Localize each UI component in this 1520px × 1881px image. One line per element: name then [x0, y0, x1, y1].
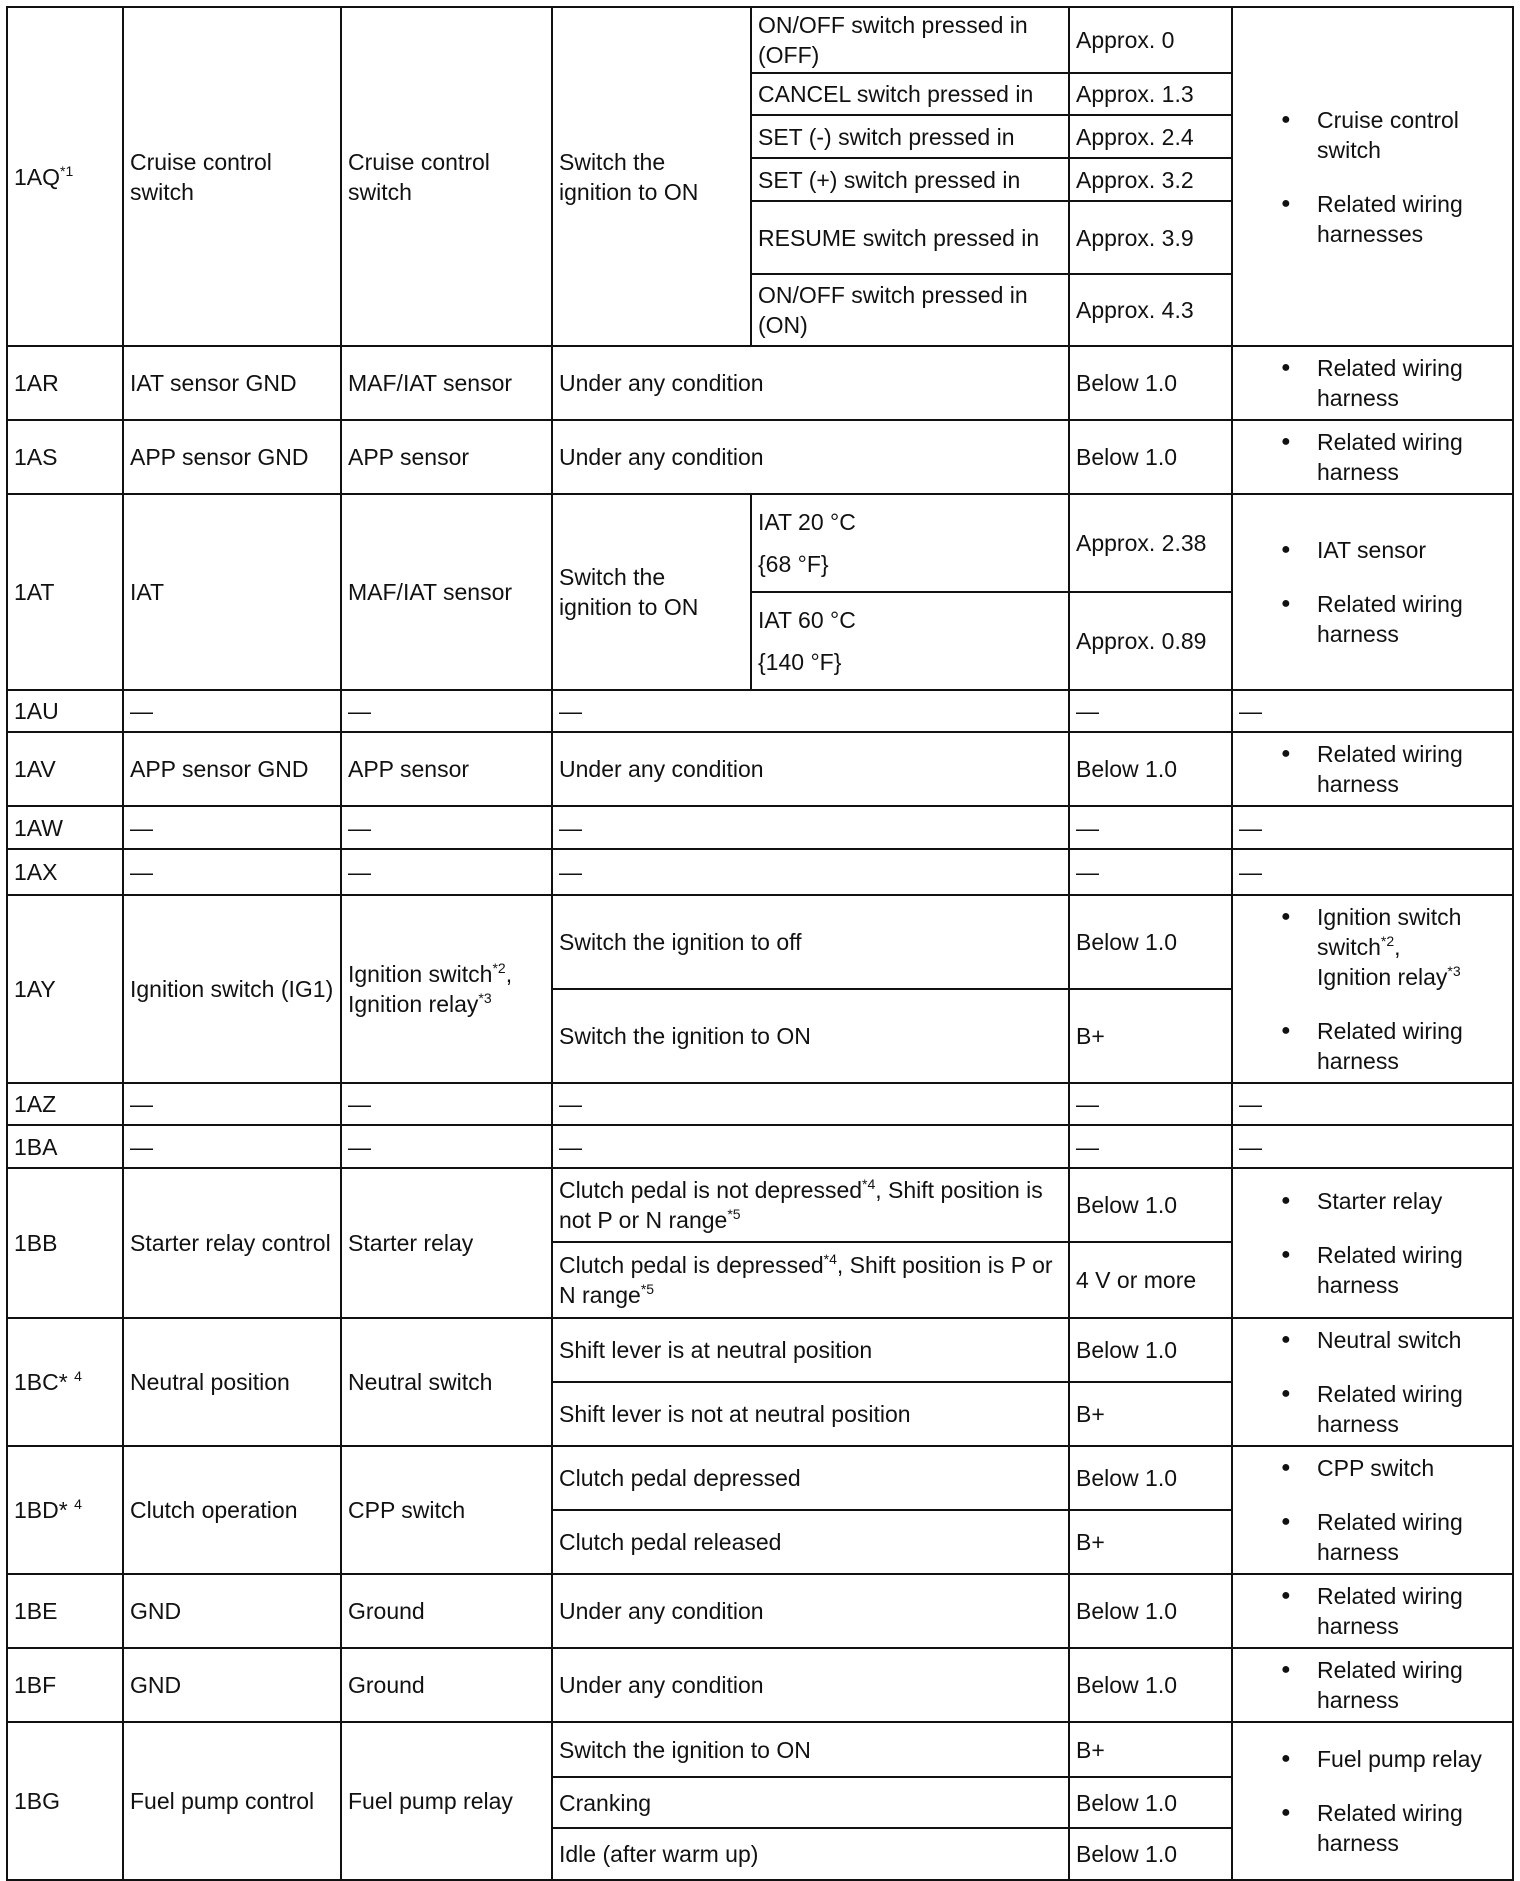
signal-cell: Fuel pump control — [123, 1722, 341, 1880]
voltage-cell: Approx. 2.38 — [1069, 494, 1232, 592]
voltage-cell: Below 1.0 — [1069, 732, 1232, 806]
signal-cell: IAT — [123, 494, 341, 690]
terminal-cell: 1AX — [7, 849, 123, 895]
signal-cell: Starter relay control — [123, 1168, 341, 1318]
condition-line: {140 °F} — [758, 649, 842, 675]
voltage-cell: — — [1069, 690, 1232, 732]
condition-line: IAT 20 °C — [758, 509, 856, 535]
table-row — [7, 1083, 1513, 1125]
inspection-item: ● Fuel pump relay — [1239, 1744, 1506, 1774]
connected-to-cell: APP sensor — [341, 732, 552, 806]
inspection-item: ● Cruise control switch — [1239, 105, 1506, 165]
terminal-cell: 1BF — [7, 1648, 123, 1722]
inspection-item: ● Ignition switch switch$^{*2}$, Ignition relay$^{*3}$ — [1239, 902, 1506, 992]
signal-cell: — — [123, 849, 341, 895]
inspection-item: ● Related wiring harness — [1239, 1240, 1506, 1300]
condition-cell: Clutch pedal depressed — [552, 1446, 1069, 1510]
connected-to-cell: — — [341, 849, 552, 895]
inspection-item: ● Related wiring harness — [1239, 1016, 1506, 1076]
voltage-cell: Below 1.0 — [1069, 1168, 1232, 1242]
terminal-voltage-table — [6, 6, 1514, 1881]
test-condition-cell: Under any condition — [552, 732, 1069, 806]
voltage-cell: Approx. 3.9 — [1069, 201, 1232, 274]
condition-cell: Clutch pedal is depressed$^{*4}$, Shift position is P or N range$^{*5}$ — [552, 1242, 1069, 1318]
signal-cell: Clutch operation — [123, 1446, 341, 1574]
table-row — [7, 690, 1513, 732]
condition-cell: Shift lever is at neutral position — [552, 1318, 1069, 1382]
test-condition-cell: — — [552, 806, 1069, 849]
table-row — [7, 1168, 1513, 1242]
test-condition-cell: Switch the ignition to ON — [552, 7, 751, 346]
connected-to-cell: CPP switch — [341, 1446, 552, 1574]
table-row — [7, 1722, 1513, 1777]
test-condition-cell: Switch the ignition to ON — [552, 494, 751, 690]
condition-cell: SET (-) switch pressed in — [751, 115, 1069, 158]
connected-to-cell: Ground — [341, 1648, 552, 1722]
inspection-item: ● CPP switch — [1239, 1453, 1506, 1483]
condition-cell: Shift lever is not at neutral position — [552, 1382, 1069, 1446]
connected-to-cell: Ignition switch$^{*2}$, Ignition relay$^{*3}$ — [341, 895, 552, 1083]
condition-cell: Idle (after warm up) — [552, 1828, 1069, 1880]
inspection-item: ● Related wiring harness — [1239, 739, 1506, 799]
voltage-cell: Below 1.0 — [1069, 1648, 1232, 1722]
condition-line: IAT 60 °C — [758, 607, 856, 633]
table-row — [7, 849, 1513, 895]
condition-cell: CANCEL switch pressed in — [751, 73, 1069, 115]
inspection-cell — [1232, 732, 1513, 806]
condition-cell: Clutch pedal released — [552, 1510, 1069, 1574]
condition-line: {68 °F} — [758, 551, 829, 577]
condition-cell: ON/OFF switch pressed in (OFF) — [751, 7, 1069, 73]
inspection-cell — [1232, 494, 1513, 690]
table-row — [7, 494, 1513, 592]
connected-to-cell: Starter relay — [341, 1168, 552, 1318]
signal-cell: — — [123, 1125, 341, 1168]
signal-cell: GND — [123, 1648, 341, 1722]
inspection-item: ● Related wiring harness — [1239, 589, 1506, 649]
terminal-cell: 1AU — [7, 690, 123, 732]
inspection-item: ● Related wiring harness — [1239, 1581, 1506, 1641]
inspection-cell — [1232, 1446, 1513, 1574]
terminal-cell: 1AW — [7, 806, 123, 849]
condition-cell: RESUME switch pressed in — [751, 201, 1069, 274]
signal-cell: GND — [123, 1574, 341, 1648]
connected-to-cell: Ground — [341, 1574, 552, 1648]
voltage-cell: Below 1.0 — [1069, 1318, 1232, 1382]
voltage-cell: — — [1069, 849, 1232, 895]
voltage-cell: Below 1.0 — [1069, 1777, 1232, 1828]
terminal-cell: 1AY — [7, 895, 123, 1083]
connected-to-cell: Cruise control switch — [341, 7, 552, 346]
test-condition-cell: Under any condition — [552, 420, 1069, 494]
voltage-cell: Below 1.0 — [1069, 1446, 1232, 1510]
inspection-cell — [1232, 1168, 1513, 1318]
table-row — [7, 7, 1513, 73]
inspection-cell — [1232, 1722, 1513, 1880]
connected-to-cell: — — [341, 690, 552, 732]
condition-cell: Clutch pedal is not depressed$^{*4}$, Shift position is not P or N range$^{*5}$ — [552, 1168, 1069, 1242]
voltage-cell: Approx. 0.89 — [1069, 592, 1232, 690]
table-row — [7, 1318, 1513, 1382]
inspection-item: ● Related wiring harnesses — [1239, 189, 1506, 249]
voltage-cell: Below 1.0 — [1069, 895, 1232, 989]
signal-cell: — — [123, 806, 341, 849]
inspection-cell — [1232, 420, 1513, 494]
terminal-cell: 1AZ — [7, 1083, 123, 1125]
condition-cell — [751, 494, 1069, 592]
condition-cell — [751, 592, 1069, 690]
signal-cell: Cruise control switch — [123, 7, 341, 346]
voltage-cell: Approx. 3.2 — [1069, 158, 1232, 201]
connected-to-cell: — — [341, 806, 552, 849]
terminal-cell: 1AT — [7, 494, 123, 690]
terminal-cell: 1AV — [7, 732, 123, 806]
table-row — [7, 1648, 1513, 1722]
terminal-cell: 1BD* $^4$ — [7, 1446, 123, 1574]
inspection-cell — [1232, 1574, 1513, 1648]
table-row — [7, 732, 1513, 806]
test-condition-cell: Under any condition — [552, 346, 1069, 420]
signal-cell: — — [123, 690, 341, 732]
connected-to-cell: MAF/IAT sensor — [341, 494, 552, 690]
condition-cell: Switch the ignition to off — [552, 895, 1069, 989]
inspection-item: ● Related wiring harness — [1239, 427, 1506, 487]
inspection-item: ● Related wiring harness — [1239, 1379, 1506, 1439]
signal-cell: APP sensor GND — [123, 420, 341, 494]
terminal-cell: 1BG — [7, 1722, 123, 1880]
signal-cell: — — [123, 1083, 341, 1125]
inspection-item: ● Starter relay — [1239, 1186, 1506, 1216]
inspection-cell: — — [1232, 806, 1513, 849]
inspection-cell: — — [1232, 849, 1513, 895]
signal-cell: Neutral position — [123, 1318, 341, 1446]
voltage-cell: Below 1.0 — [1069, 346, 1232, 420]
test-condition-cell: Under any condition — [552, 1648, 1069, 1722]
terminal-cell: 1BB — [7, 1168, 123, 1318]
table-row — [7, 1574, 1513, 1648]
condition-cell: SET (+) switch pressed in — [751, 158, 1069, 201]
voltage-cell: — — [1069, 1125, 1232, 1168]
voltage-cell: — — [1069, 1083, 1232, 1125]
inspection-cell — [1232, 1648, 1513, 1722]
voltage-cell: Approx. 0 — [1069, 7, 1232, 73]
terminal-cell: 1AQ$^{*1}$ — [7, 7, 123, 346]
connected-to-cell: Fuel pump relay — [341, 1722, 552, 1880]
voltage-cell: Approx. 1.3 — [1069, 73, 1232, 115]
voltage-cell: Approx. 2.4 — [1069, 115, 1232, 158]
inspection-item: ● IAT sensor — [1239, 535, 1506, 565]
terminal-cell: 1AR — [7, 346, 123, 420]
inspection-item: ● Related wiring harness — [1239, 1655, 1506, 1715]
connected-to-cell: Neutral switch — [341, 1318, 552, 1446]
terminal-cell: 1BE — [7, 1574, 123, 1648]
voltage-cell: — — [1069, 806, 1232, 849]
voltage-cell: B+ — [1069, 1510, 1232, 1574]
terminal-cell: 1AS — [7, 420, 123, 494]
test-condition-cell: — — [552, 1083, 1069, 1125]
test-condition-cell: — — [552, 690, 1069, 732]
signal-cell: IAT sensor GND — [123, 346, 341, 420]
voltage-cell: Below 1.0 — [1069, 1828, 1232, 1880]
table-row — [7, 1446, 1513, 1510]
inspection-cell — [1232, 895, 1513, 1083]
terminal-cell: 1BC* $^4$ — [7, 1318, 123, 1446]
test-condition-cell: Under any condition — [552, 1574, 1069, 1648]
inspection-cell — [1232, 346, 1513, 420]
inspection-cell — [1232, 1318, 1513, 1446]
condition-cell: Cranking — [552, 1777, 1069, 1828]
signal-cell: APP sensor GND — [123, 732, 341, 806]
condition-cell: Switch the ignition to ON — [552, 989, 1069, 1083]
connected-to-cell: — — [341, 1083, 552, 1125]
table-row — [7, 806, 1513, 849]
inspection-cell: — — [1232, 690, 1513, 732]
voltage-cell: B+ — [1069, 1382, 1232, 1446]
table-row — [7, 895, 1513, 989]
table-row — [7, 1125, 1513, 1168]
condition-cell: ON/OFF switch pressed in (ON) — [751, 274, 1069, 346]
test-condition-cell: — — [552, 1125, 1069, 1168]
terminal-cell: 1BA — [7, 1125, 123, 1168]
voltage-cell: 4 V or more — [1069, 1242, 1232, 1318]
table-row — [7, 420, 1513, 494]
voltage-cell: Below 1.0 — [1069, 420, 1232, 494]
signal-cell: Ignition switch (IG1) — [123, 895, 341, 1083]
connected-to-cell: MAF/IAT sensor — [341, 346, 552, 420]
connected-to-cell: — — [341, 1125, 552, 1168]
inspection-cell: — — [1232, 1083, 1513, 1125]
inspection-item: ● Neutral switch — [1239, 1325, 1506, 1355]
test-condition-cell: — — [552, 849, 1069, 895]
inspection-cell: — — [1232, 1125, 1513, 1168]
inspection-cell — [1232, 7, 1513, 346]
inspection-item: ● Related wiring harness — [1239, 1507, 1506, 1567]
condition-cell: Switch the ignition to ON — [552, 1722, 1069, 1777]
connected-to-cell: APP sensor — [341, 420, 552, 494]
voltage-cell: B+ — [1069, 989, 1232, 1083]
voltage-cell: Approx. 4.3 — [1069, 274, 1232, 346]
inspection-item: ● Related wiring harness — [1239, 353, 1506, 413]
table-row — [7, 346, 1513, 420]
voltage-cell: Below 1.0 — [1069, 1574, 1232, 1648]
inspection-item: ● Related wiring harness — [1239, 1798, 1506, 1858]
voltage-cell: B+ — [1069, 1722, 1232, 1777]
